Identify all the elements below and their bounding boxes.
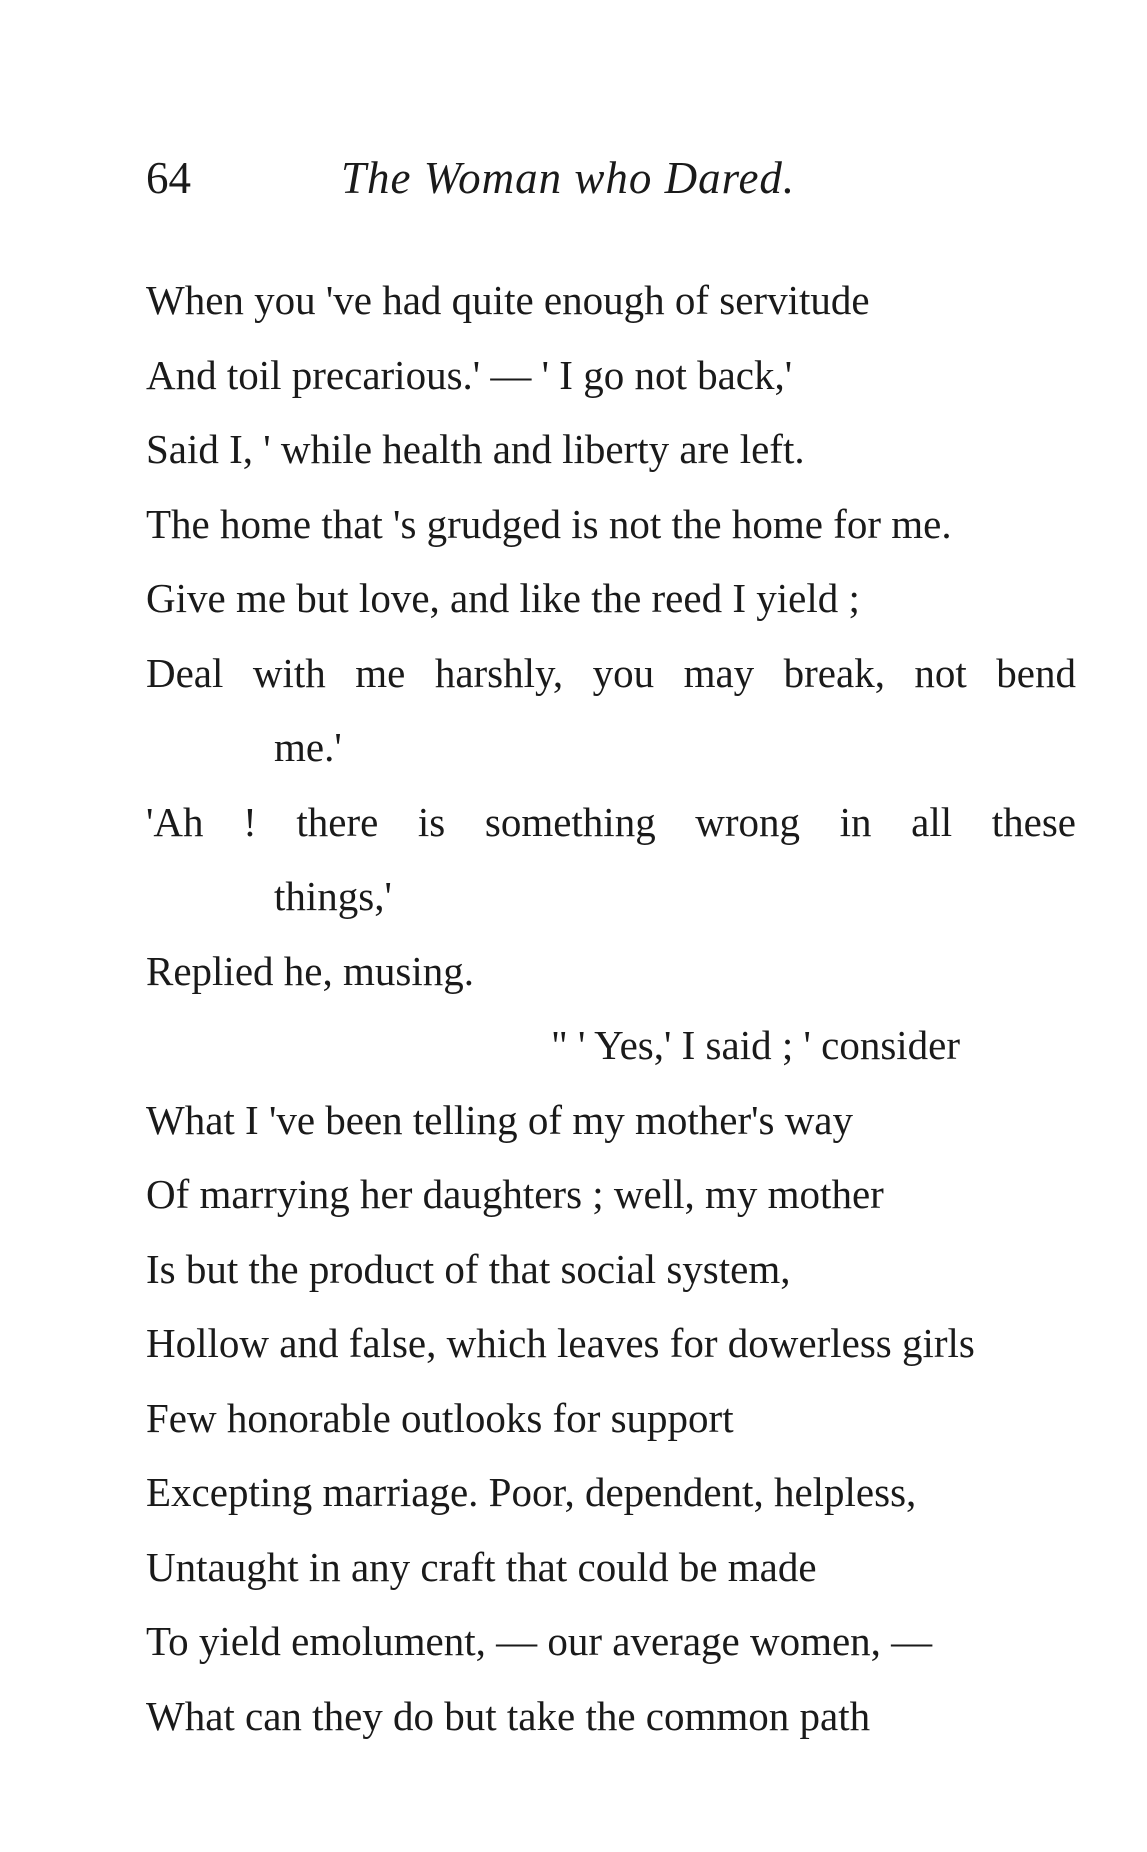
- poem-line-continuation: things,': [274, 873, 392, 919]
- poem-line: When you 've had quite enough of servitude: [146, 277, 870, 323]
- poem-line-split: " ' Yes,' I said ; ' consider: [551, 1022, 961, 1068]
- poem-line: Few honorable outlooks for support: [146, 1394, 734, 1441]
- poem-line: Untaught in any craft that could be made: [146, 1543, 817, 1590]
- poem-text: [146, 263, 1086, 1753]
- poem-line: What can they do but take the common path: [146, 1692, 871, 1739]
- poem-line-continuation: me.': [274, 724, 342, 770]
- poem-line: Is but the product of that social system,: [146, 1245, 791, 1292]
- page-header: [146, 148, 1066, 208]
- poem-line: Replied he, musing.: [146, 947, 474, 994]
- poem-line: To yield emolument, — our average women, —: [146, 1618, 933, 1664]
- running-title: The Woman who Dared.: [341, 153, 796, 203]
- poem-line: The home that 's grudged is not the home for me.: [146, 500, 952, 547]
- poem-line: And toil precarious.' — ' I go not back,': [146, 351, 793, 398]
- poem-line: 'Ah ! there is something wrong in all these: [146, 798, 1076, 845]
- poem-line: Deal with me harshly, you may break, not bend: [146, 649, 1076, 696]
- poem-line: What I 've been telling of my mother's way: [146, 1096, 854, 1143]
- poem-line: Of marrying her daughters ; well, my mother: [146, 1171, 884, 1217]
- poem-line: Said I, ' while health and liberty are left.: [146, 426, 805, 472]
- poem-line: Hollow and false, which leaves for dowerless girls: [146, 1320, 975, 1366]
- poem-line: Give me but love, and like the reed I yield ;: [146, 575, 860, 621]
- page-number: 64: [146, 153, 191, 203]
- poem-line: Excepting marriage. Poor, dependent, helpless,: [146, 1469, 917, 1515]
